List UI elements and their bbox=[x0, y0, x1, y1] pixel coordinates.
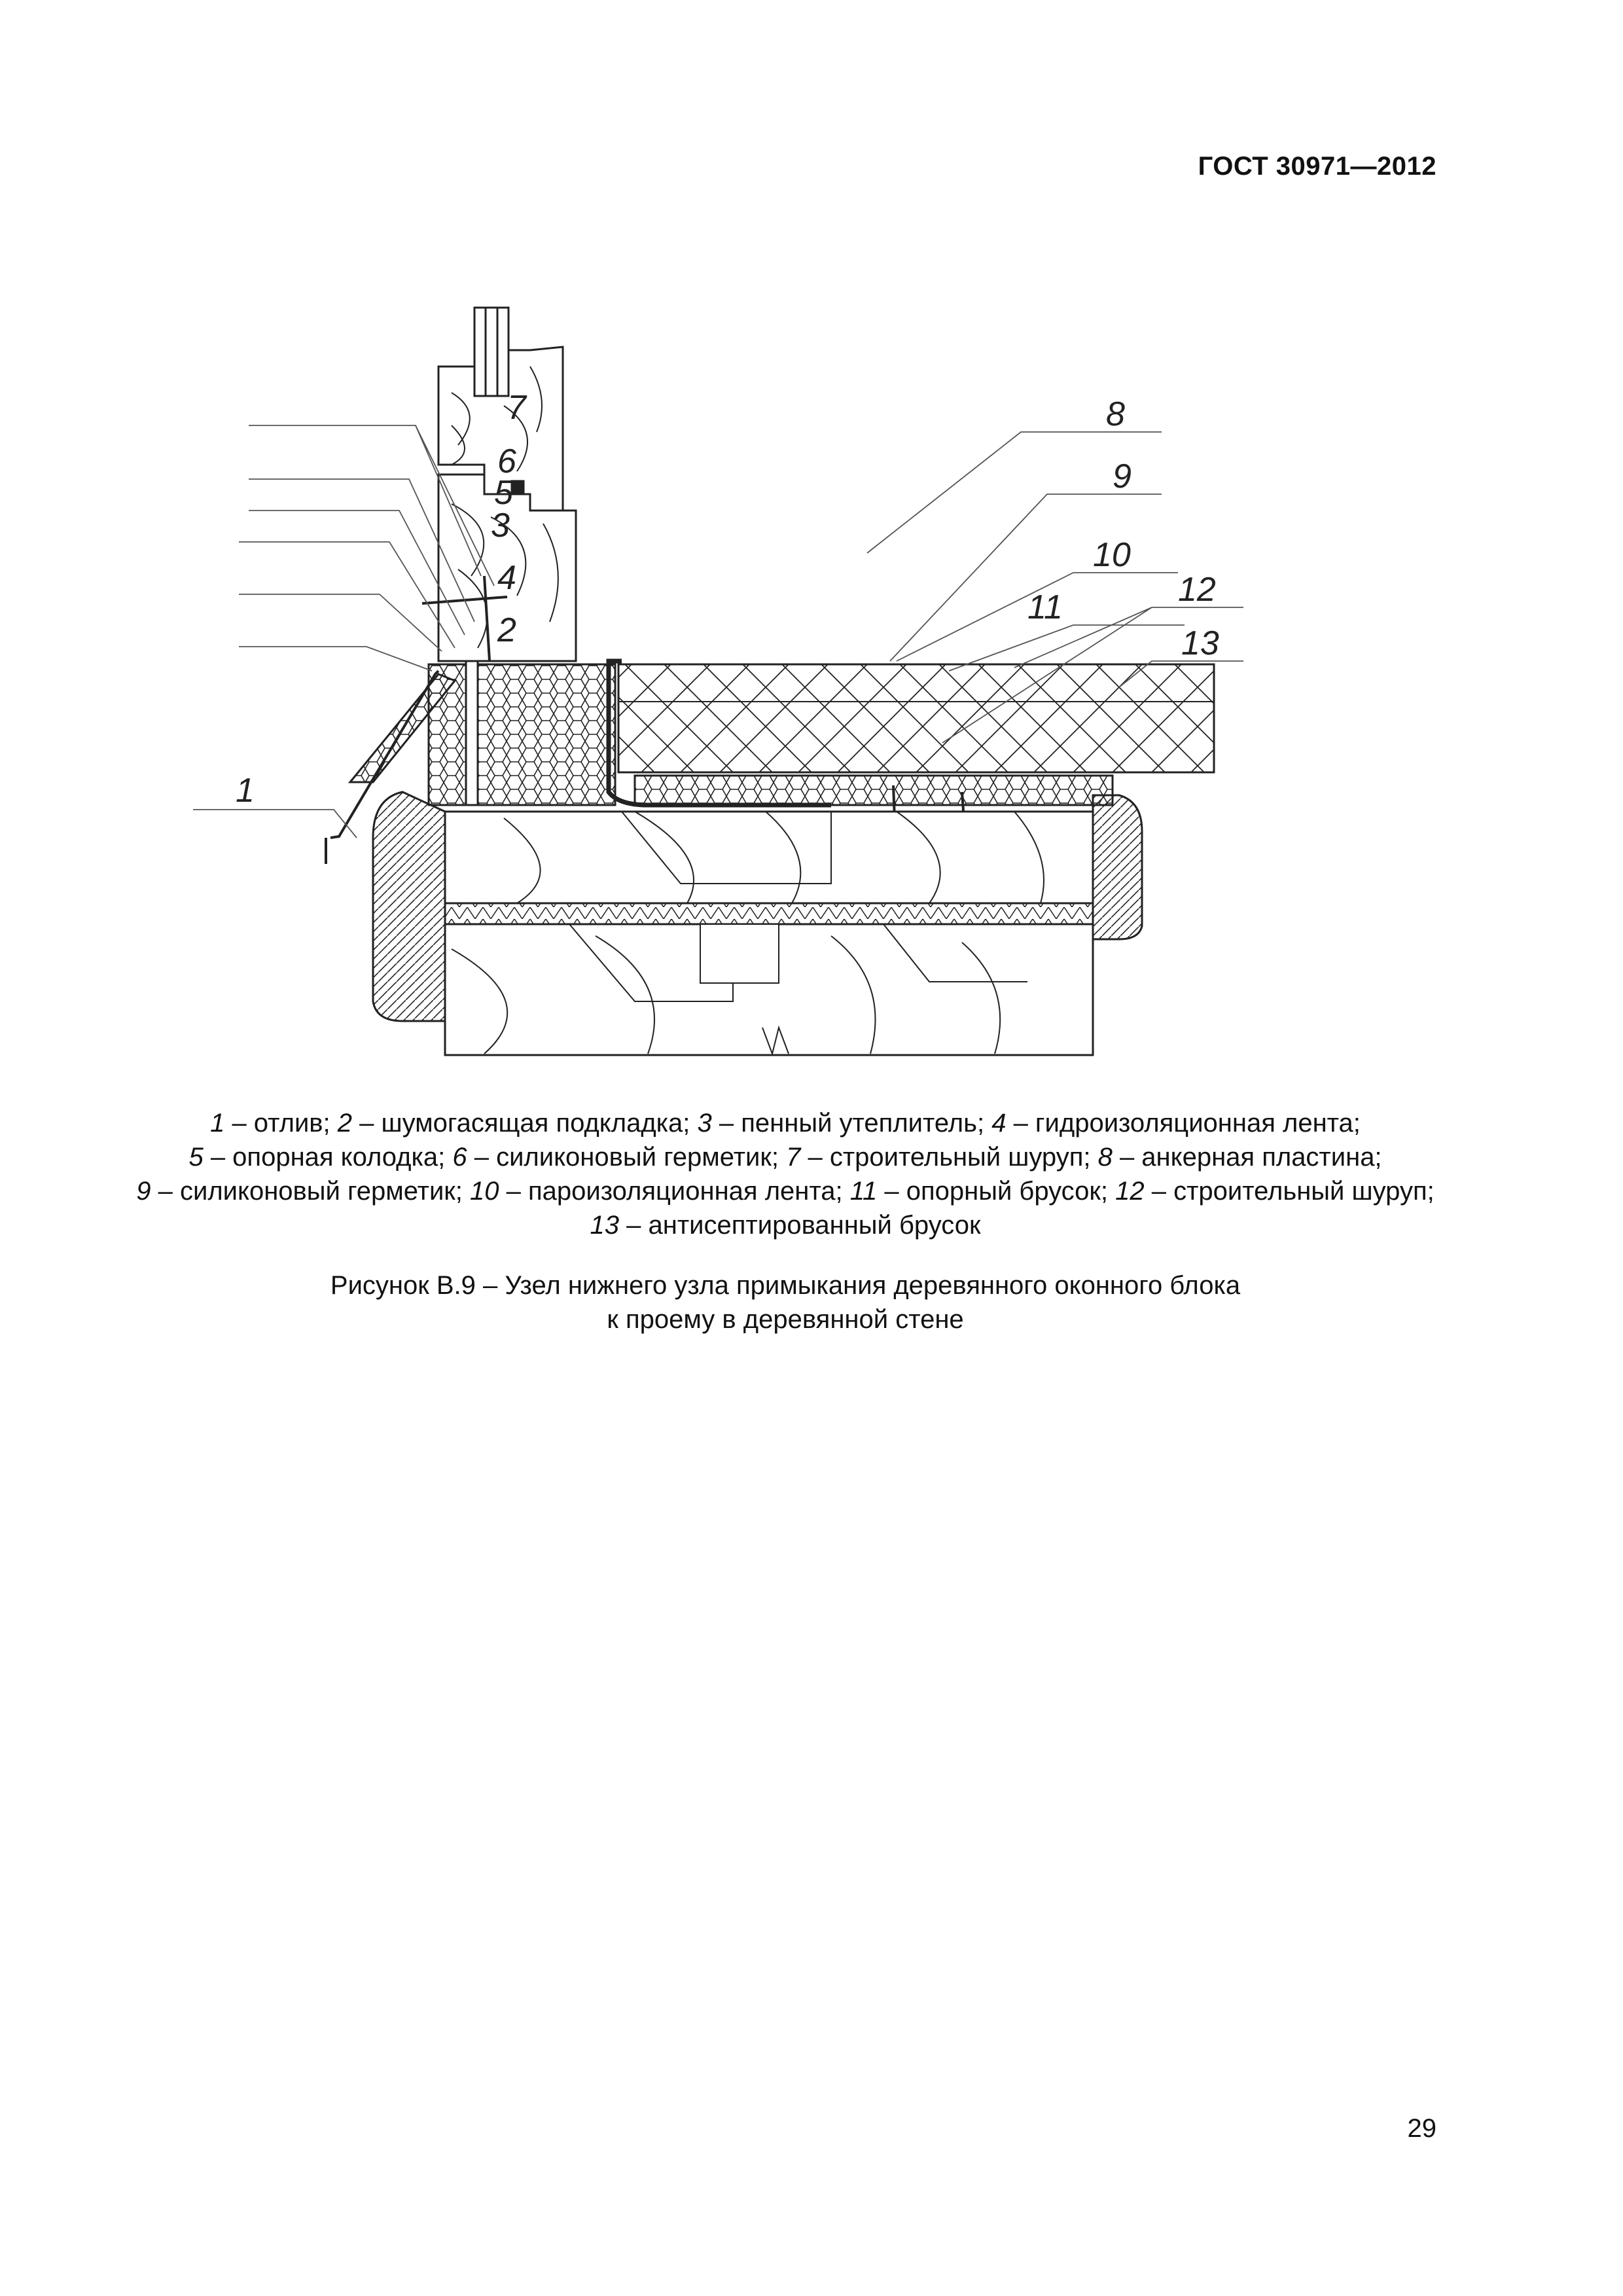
callout-6: 6 bbox=[497, 442, 516, 480]
leader-line-9 bbox=[890, 494, 1162, 661]
legend-text: – опорный брусок; bbox=[877, 1177, 1116, 1206]
vapor-barrier-tape bbox=[635, 776, 1113, 805]
callout-10: 10 bbox=[1093, 536, 1131, 574]
left-casing bbox=[373, 792, 445, 1021]
callout-12: 12 bbox=[1178, 571, 1216, 609]
antiseptic-timber bbox=[445, 812, 1093, 903]
legend-text: – силиконовый герметик; bbox=[467, 1143, 787, 1172]
legend-num: 8 bbox=[1097, 1143, 1113, 1172]
foam-insulation-main bbox=[474, 664, 615, 805]
legend-text: – анкерная пластина; bbox=[1112, 1143, 1382, 1172]
legend-num: 2 bbox=[337, 1109, 353, 1138]
legend-text: – силиконовый герметик; bbox=[151, 1177, 471, 1206]
legend-text: – строительный шуруп; bbox=[1144, 1177, 1435, 1206]
legend-num: 5 bbox=[188, 1143, 204, 1172]
legend-num: 7 bbox=[786, 1143, 801, 1172]
legend-line-4 bbox=[79, 1208, 1492, 1242]
foam-insulation-left bbox=[429, 664, 468, 805]
callout-2: 2 bbox=[497, 611, 516, 649]
legend-text: – строительный шуруп; bbox=[800, 1143, 1098, 1172]
technical-drawing bbox=[177, 295, 1263, 1060]
legend-num: 6 bbox=[452, 1143, 467, 1172]
glazing-unit bbox=[474, 308, 508, 396]
legend-line-2 bbox=[79, 1140, 1492, 1174]
legend-num: 11 bbox=[849, 1177, 878, 1206]
callout-3: 3 bbox=[491, 507, 510, 545]
legend-text: – пароизоляционная лента; bbox=[499, 1177, 850, 1206]
legend-text: – антисептированный брусок bbox=[619, 1211, 981, 1240]
legend-num: 10 bbox=[470, 1177, 499, 1206]
callout-1: 1 bbox=[236, 772, 255, 810]
caption-line-2: к проему в деревянной стене bbox=[607, 1305, 964, 1334]
callout-8: 8 bbox=[1106, 395, 1125, 433]
right-casing bbox=[1093, 795, 1142, 939]
leader-line-2 bbox=[239, 647, 432, 671]
legend-num: 4 bbox=[991, 1109, 1007, 1138]
leader-line-1 bbox=[193, 810, 357, 838]
leader-line-3 bbox=[239, 542, 455, 648]
legend-text: – пенный утеплитель; bbox=[711, 1109, 992, 1138]
caption-line-1: Рисунок В.9 – Узел нижнего узла примыкания деревянного оконного блока bbox=[330, 1271, 1241, 1300]
legend-num: 12 bbox=[1115, 1177, 1145, 1206]
callout-5: 5 bbox=[494, 474, 513, 512]
legend-num: 3 bbox=[697, 1109, 712, 1138]
document-standard-header: ГОСТ 30971—2012 bbox=[1198, 152, 1436, 181]
callout-13: 13 bbox=[1181, 624, 1219, 662]
legend-text: – гидроизоляционная лента; bbox=[1006, 1109, 1361, 1138]
figure-legend bbox=[79, 1106, 1492, 1242]
legend-line-1 bbox=[79, 1106, 1492, 1140]
plywood-layer bbox=[445, 903, 1093, 924]
callout-11: 11 bbox=[1027, 588, 1063, 626]
support-bar bbox=[618, 664, 1214, 772]
figure-caption bbox=[79, 1268, 1492, 1336]
legend-text: – отлив; bbox=[224, 1109, 338, 1138]
legend-num: 1 bbox=[210, 1109, 225, 1138]
legend-text: – шумогасящая подкладка; bbox=[352, 1109, 698, 1138]
legend-num: 13 bbox=[590, 1211, 620, 1240]
wall-groove bbox=[700, 924, 779, 983]
page-number: 29 bbox=[1407, 2114, 1436, 2143]
callout-9: 9 bbox=[1113, 457, 1132, 495]
leader-line-4 bbox=[239, 594, 442, 651]
legend-text: – опорная колодка; bbox=[203, 1143, 453, 1172]
callout-4: 4 bbox=[497, 559, 516, 597]
callout-7: 7 bbox=[507, 389, 526, 427]
legend-num: 9 bbox=[136, 1177, 151, 1206]
support-block bbox=[466, 661, 478, 805]
legend-line-3 bbox=[79, 1174, 1492, 1208]
